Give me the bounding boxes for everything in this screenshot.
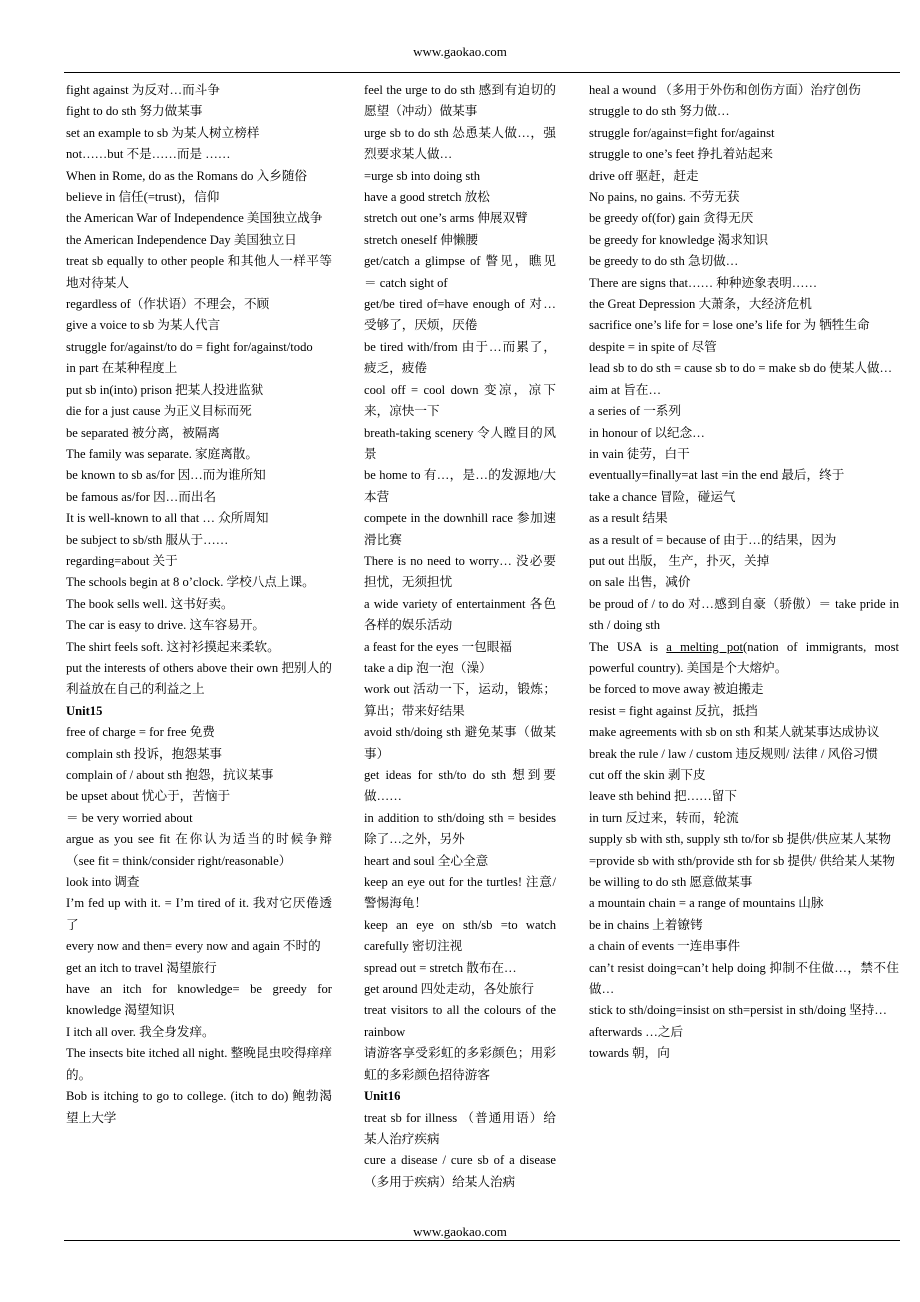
- vocab-entry: be separated 被分离，被隔离: [66, 425, 220, 440]
- vocab-entry: as a result of = because of 由于…的结果，因为: [589, 532, 837, 547]
- vocab-entry: cool off = cool down 变凉，凉下来，凉快一下: [364, 382, 556, 419]
- vocab-entry: make agreements with sb on sth 和某人就某事达成协议: [589, 725, 880, 740]
- vocab-entry: The car is easy to drive. 这车容易开。: [66, 618, 266, 633]
- page-header: www.gaokao.com: [413, 44, 507, 59]
- vocab-entry: work out 活动一下，运动，锻炼；算出；带来好结果: [364, 682, 556, 718]
- vocab-entry: believe in 信任(=trust)，信仰: [66, 190, 220, 205]
- vocab-entry: be greedy of(for) gain 贪得无厌: [589, 211, 754, 226]
- vocab-entry: a wide variety of entertainment 各色各样的娱乐活动: [364, 596, 556, 633]
- vocab-entry: take a chance 冒险，碰运气: [589, 489, 736, 504]
- vocab-entry: be greedy for knowledge 渴求知识: [589, 232, 769, 247]
- column-1: [66, 80, 332, 1129]
- vocab-entry: a mountain chain = a range of mountains 山脉: [589, 896, 824, 911]
- vocab-entry: keep an eye out for the turtles! 注意/警惕海龟！: [364, 875, 556, 911]
- vocab-entry: Bob is itching to go to college. (itch to do) 鲍勃渴望上大学: [66, 1089, 332, 1125]
- vocab-entry: be known to sb as/for 因…而为谁所知: [66, 468, 266, 483]
- unit-heading: Unit15: [66, 703, 103, 718]
- vocab-entry: be home to 有…，是…的发源地/大本营: [364, 468, 556, 504]
- vocab-entry: struggle to do sth 努力做…: [589, 104, 730, 119]
- vocab-entry: be willing to do sth 愿意做某事: [589, 875, 753, 890]
- vocab-entry: have an itch for knowledge= be greedy for knowledge 渴望知识: [66, 982, 332, 1018]
- vocab-entry: The insects bite itched all night. 整晚昆虫咬得痒痒的。: [66, 1046, 332, 1082]
- vocab-entry: a feast for the eyes 一包眼福: [364, 639, 512, 654]
- vocab-entry: be in chains 上着镣铐: [589, 917, 703, 932]
- vocab-entry: avoid sth/doing sth 避免某事（做某事）: [364, 725, 556, 761]
- vocab-entry: every now and then= every now and again 不时的: [66, 939, 321, 954]
- vocab-entry: No pains, no gains. 不劳无获: [589, 190, 740, 205]
- vocab-entry: in part 在某种程度上: [66, 361, 178, 376]
- vocab-entry: treat visitors to all the colours of the rainbow: [364, 1003, 556, 1039]
- vocab-entry: stretch oneself 伸懒腰: [364, 232, 479, 247]
- vocab-entry: the American War of Independence 美国独立战争: [66, 211, 323, 226]
- vocab-entry: a series of 一系列: [589, 404, 681, 419]
- vocab-entry: look into 调查: [66, 875, 140, 890]
- vocab-entry: drive off 驱赶，赶走: [589, 168, 699, 183]
- vocab-entry: regarding=about 关于: [66, 553, 178, 568]
- vocab-entry: afterwards …之后: [589, 1024, 684, 1039]
- vocab-entry: get ideas for sth/to do sth 想到要做……: [364, 768, 556, 804]
- vocab-entry: When in Rome, do as the Romans do 入乡随俗: [66, 168, 308, 183]
- vocab-entry: get around 四处走动，各处旅行: [364, 982, 534, 997]
- vocab-entry: heal a wound （多用于外伤和创伤方面）治疗创伤: [589, 83, 861, 97]
- vocab-entry: struggle to one’s feet 挣扎着站起来: [589, 147, 773, 162]
- vocab-entry: be tired with/from 由于…而累了，疲乏，疲倦: [364, 339, 556, 376]
- footer-rule: [64, 1240, 900, 1241]
- vocab-entry: supply sb with sth, supply sth to/for sb 提供/供应某人某物: [589, 832, 891, 847]
- vocab-entry: stick to sth/doing=insist on sth=persist in sth/doing 坚持…: [589, 1003, 887, 1018]
- vocab-entry: aim at 旨在…: [589, 382, 662, 397]
- vocab-entry: heart and soul 全心全意: [364, 853, 489, 868]
- vocab-entry: keep an eye on sth/sb =to watch carefully 密切注视: [364, 917, 556, 954]
- vocab-entry: a chain of events 一连串事件: [589, 939, 741, 954]
- vocab-entry: as a result 结果: [589, 511, 668, 526]
- vocab-entry: It is well-known to all that … 众所周知: [66, 511, 269, 526]
- vocab-entry: be subject to sb/sth 服从于……: [66, 532, 229, 547]
- vocab-entry: The schools begin at 8 o’clock. 学校八点上课。: [66, 575, 315, 590]
- vocab-entry: be greedy to do sth 急切做…: [589, 254, 739, 269]
- vocab-entry: be forced to move away 被迫搬走: [589, 682, 764, 697]
- column-3: [589, 80, 899, 1065]
- vocab-entry: in addition to sth/doing sth = besides 除了…之外，另外: [364, 810, 556, 847]
- vocab-entry: resist = fight against 反抗，抵挡: [589, 703, 758, 718]
- vocab-entry: treat sb for illness （普通用语）给某人治疗疾病: [364, 1110, 556, 1146]
- vocab-entry: can’t resist doing=can’t help doing 抑制不住做…，禁不住做…: [589, 960, 899, 997]
- vocab-entry: There is no need to worry… 没必要担忧，无须担忧: [364, 553, 556, 590]
- vocab-entry: on sale 出售，减价: [589, 575, 691, 590]
- header-rule: [64, 72, 900, 73]
- vocab-entry: set an example to sb 为某人树立榜样: [66, 125, 260, 140]
- vocab-entry: The book sells well. 这书好卖。: [66, 596, 234, 611]
- vocab-entry: not……but 不是……而是 ……: [66, 147, 231, 162]
- vocab-entry: towards 朝，向: [589, 1046, 670, 1061]
- vocab-entry: in honour of 以纪念…: [589, 425, 705, 440]
- vocab-entry: be upset about 忧心于，苦恼于: [66, 789, 231, 804]
- vocab-entry: cut off the skin 剥下皮: [589, 768, 706, 782]
- vocab-entry: have a good stretch 放松: [364, 190, 490, 205]
- vocab-entry: in turn 反过来，转而，轮流: [589, 810, 739, 825]
- vocab-entry: leave sth behind 把……留下: [589, 789, 737, 804]
- vocab-entry: lead sb to do sth = cause sb to do = make sb do 使某人做…: [589, 361, 893, 376]
- vocab-entry: struggle for/against=fight for/against: [589, 125, 775, 140]
- vocab-entry: =provide sb with sth/provide sth for sb 提供/ 供给某人某物: [589, 853, 895, 868]
- vocab-entry: argue as you see fit 在你认为适当的时候争辩（see fit = think/consider right/reasonable）: [66, 832, 332, 868]
- vocab-entry: put out 出版， 生产，扑灭，关掉: [589, 553, 770, 568]
- vocab-entry: The USA is a melting pot(nation of immigrants, most powerful country). 美国是个大熔炉。: [589, 639, 899, 675]
- vocab-entry: fight against 为反对…而斗争: [66, 83, 220, 97]
- vocab-entry: sacrifice one’s life for = lose one’s life for 为 牺牲生命: [589, 318, 870, 333]
- vocab-entry: put sb in(into) prison 把某人投进监狱: [66, 382, 264, 397]
- unit-heading: Unit16: [364, 1089, 401, 1104]
- vocab-entry: I’m fed up with it. = I’m tired of it. 我对它厌倦透了: [66, 896, 332, 932]
- page-footer: www.gaokao.com: [413, 1224, 507, 1239]
- vocab-entry: in vain 徒劳，白干: [589, 446, 690, 461]
- column-2: [364, 80, 556, 1193]
- vocab-entry: breath-taking scenery 令人瞠目的风景: [364, 425, 556, 461]
- vocab-entry: =urge sb into doing sth: [364, 168, 481, 183]
- vocab-entry: free of charge = for free 免费: [66, 725, 215, 740]
- vocab-entry: regardless of（作状语）不理会，不顾: [66, 297, 270, 312]
- vocab-entry: treat sb equally to other people 和其他人一样平等地对待某人: [66, 254, 332, 290]
- vocab-entry: cure a disease / cure sb of a disease （多用于疾病）给某人治病: [364, 1153, 556, 1189]
- vocab-entry: 请游客享受彩虹的多彩颜色；用彩虹的多彩颜色招待游客: [364, 1046, 556, 1082]
- vocab-entry: get an itch to travel 渴望旅行: [66, 960, 217, 975]
- vocab-entry: feel the urge to do sth 感到有迫切的愿望（冲动）做某事: [364, 83, 556, 119]
- vocab-entry: put the interests of others above their own 把别人的利益放在自己的利益之上: [66, 660, 332, 697]
- vocab-entry: There are signs that…… 种种迹象表明……: [589, 275, 818, 290]
- vocab-entry: complain of / about sth 抱怨，抗议某事: [66, 768, 274, 782]
- vocab-entry: spread out = stretch 散布在…: [364, 960, 517, 975]
- vocab-entry: take a dip 泡一泡（澡）: [364, 660, 492, 675]
- vocab-entry: The shirt feels soft. 这衬衫摸起来柔软。: [66, 639, 280, 654]
- vocab-entry: eventually=finally=at last =in the end 最后，终于: [589, 468, 845, 483]
- vocab-entry: despite = in spite of 尽管: [589, 339, 717, 354]
- vocab-entry: be famous as/for 因…而出名: [66, 489, 217, 504]
- vocab-entry: I itch all over. 我全身发痒。: [66, 1024, 215, 1039]
- vocab-entry: fight to do sth 努力做某事: [66, 104, 203, 119]
- vocab-entry: stretch out one’s arms 伸展双臂: [364, 211, 528, 226]
- vocab-entry: The family was separate. 家庭离散。: [66, 446, 258, 461]
- vocab-entry: the American Independence Day 美国独立日: [66, 232, 297, 247]
- vocab-entry: be proud of / to do 对…感到自豪（骄傲）＝ take pride in sth / doing sth: [589, 596, 899, 633]
- vocab-entry: struggle for/against/to do = fight for/against/todo: [66, 339, 313, 354]
- vocab-entry: give a voice to sb 为某人代言: [66, 318, 221, 333]
- vocab-entry: break the rule / law / custom 违反规则/ 法律 / 风俗习惯: [589, 746, 878, 761]
- vocab-entry: complain sth 投诉，抱怨某事: [66, 746, 223, 761]
- vocab-entry: get/catch a glimpse of 瞥见，瞧见 ＝ catch sight of: [364, 254, 556, 290]
- vocab-entry: die for a just cause 为正义目标而死: [66, 404, 252, 419]
- vocab-entry: urge sb to do sth 怂恿某人做…，强烈要求某人做…: [364, 125, 556, 162]
- vocab-entry: ＝ be very worried about: [66, 810, 193, 825]
- vocab-entry: the Great Depression 大萧条，大经济危机: [589, 297, 812, 312]
- vocab-entry: compete in the downhill race 参加速滑比赛: [364, 511, 556, 547]
- vocab-entry: get/be tired of=have enough of 对…受够了，厌烦，厌倦: [364, 297, 556, 333]
